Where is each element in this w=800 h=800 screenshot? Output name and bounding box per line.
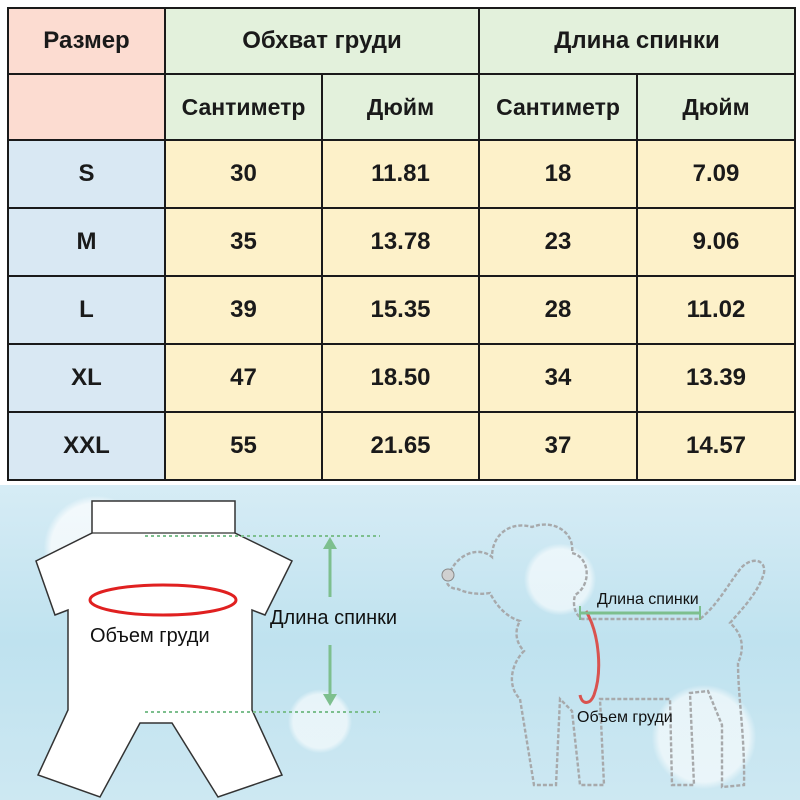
- table-row: [8, 208, 795, 276]
- back-cm-cell: 23: [479, 208, 637, 276]
- size-cell: M: [8, 208, 165, 276]
- measurement-illustration: [0, 485, 800, 800]
- back-cm-cell: 28: [479, 276, 637, 344]
- back-inch-cell: 14.57: [637, 412, 795, 480]
- back-unit-cm: Сантиметр: [479, 74, 637, 140]
- garment-chest-label: Объем груди: [90, 625, 210, 647]
- table-header-row: [8, 8, 795, 74]
- dog-nose: [442, 569, 454, 581]
- chest-cm-cell: 35: [165, 208, 322, 276]
- chest-inch-cell: 18.50: [322, 344, 479, 412]
- chest-unit-inch: Дюйм: [322, 74, 479, 140]
- back-inch-cell: 13.39: [637, 344, 795, 412]
- back-inch-cell: 9.06: [637, 208, 795, 276]
- table-row: [8, 344, 795, 412]
- chest-inch-cell: 13.78: [322, 208, 479, 276]
- garment-back-label: Длина спинки: [270, 607, 398, 629]
- chest-header: Обхват груди: [165, 8, 479, 74]
- back-inch-cell: 7.09: [637, 140, 795, 208]
- size-header: Размер: [8, 8, 165, 74]
- chest-inch-cell: 21.65: [322, 412, 479, 480]
- back-inch-cell: 11.02: [637, 276, 795, 344]
- chest-inch-cell: 11.81: [322, 140, 479, 208]
- chest-cm-cell: 30: [165, 140, 322, 208]
- back-header: Длина спинки: [479, 8, 795, 74]
- back-arrowhead-down: [323, 694, 337, 706]
- table-unit-row: [8, 74, 795, 140]
- table-row: [8, 276, 795, 344]
- dog-back-label: Длина спинки: [597, 591, 699, 608]
- dog-chest-marker: [580, 611, 599, 703]
- chest-inch-cell: 15.35: [322, 276, 479, 344]
- back-cm-cell: 37: [479, 412, 637, 480]
- back-arrowhead-up: [323, 537, 337, 549]
- dog-diagram: [442, 525, 764, 787]
- chest-cm-cell: 39: [165, 276, 322, 344]
- back-cm-cell: 34: [479, 344, 637, 412]
- size-cell: S: [8, 140, 165, 208]
- chest-cm-cell: 47: [165, 344, 322, 412]
- back-unit-inch: Дюйм: [637, 74, 795, 140]
- garment-outline: [36, 501, 292, 797]
- dog-outline: [447, 525, 764, 787]
- table-row: [8, 412, 795, 480]
- size-cell: XL: [8, 344, 165, 412]
- size-header-blank: [8, 74, 165, 140]
- chest-cm-cell: 55: [165, 412, 322, 480]
- size-cell: XXL: [8, 412, 165, 480]
- back-cm-cell: 18: [479, 140, 637, 208]
- table-row: [8, 140, 795, 208]
- garment-diagram: [36, 501, 380, 797]
- dog-chest-label: Объем груди: [577, 709, 673, 726]
- size-cell: L: [8, 276, 165, 344]
- size-chart-table: [7, 7, 796, 481]
- chest-unit-cm: Сантиметр: [165, 74, 322, 140]
